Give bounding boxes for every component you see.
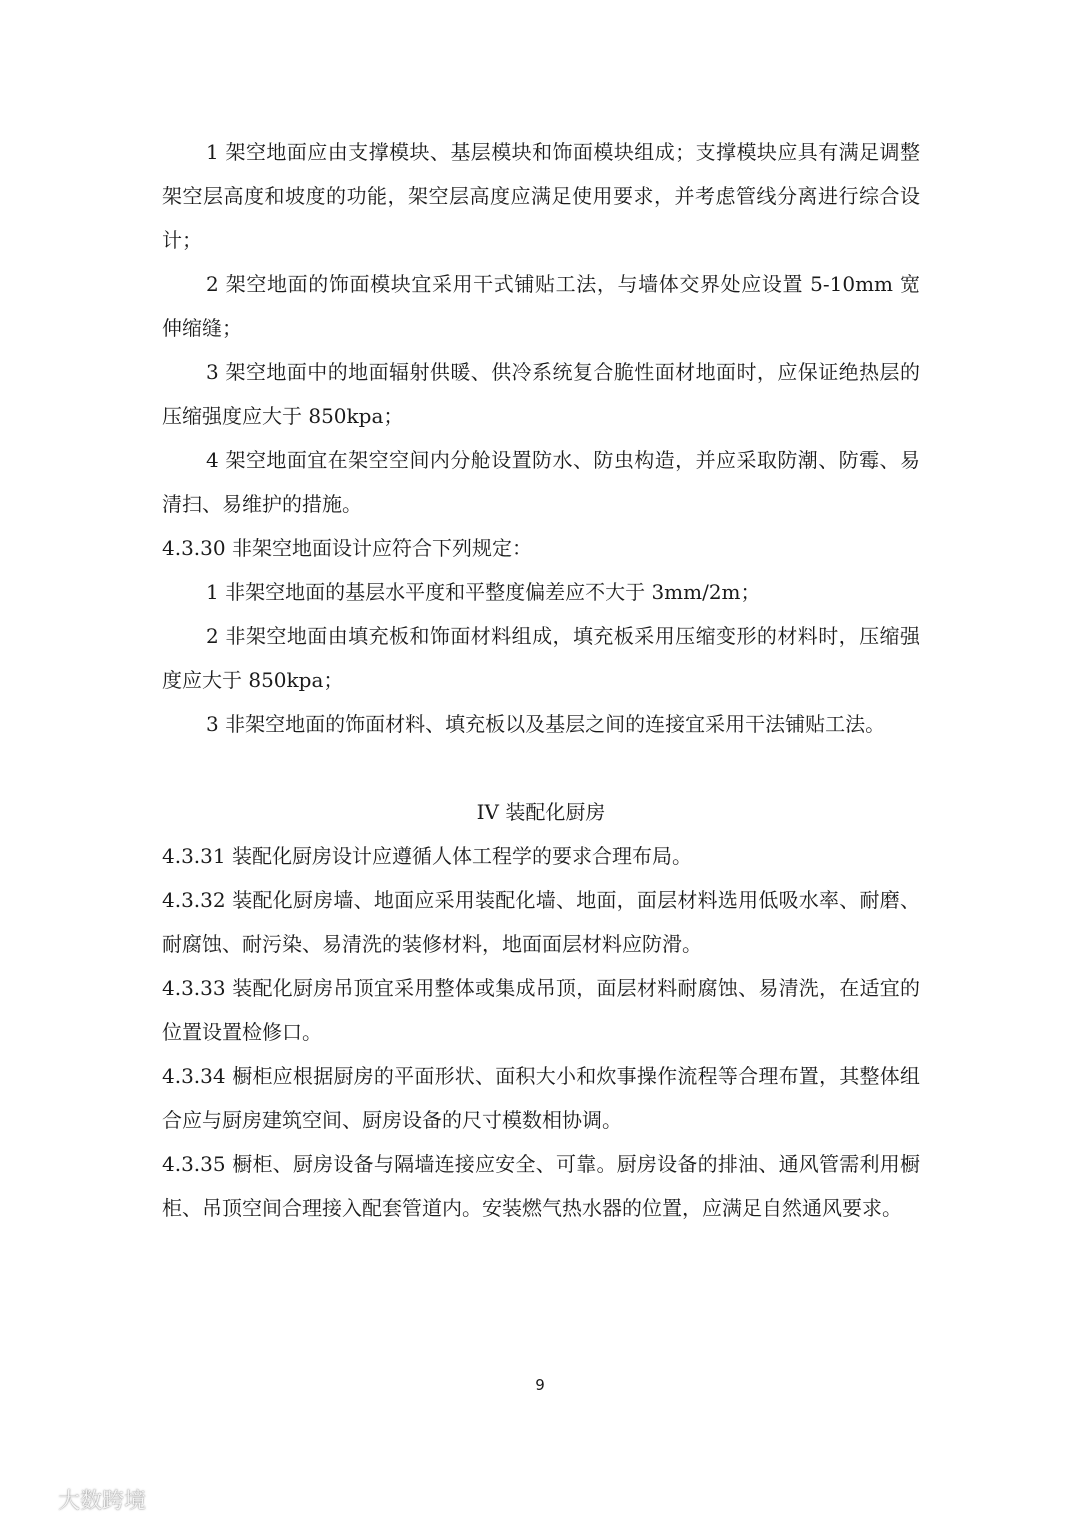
paragraph-item-4: 4 架空地面宜在架空空间内分舱设置防水、防虫构造，并应采取防潮、防霉、易清扫、易维护的措施。 — [162, 448, 920, 516]
watermark-text: 大数跨境 — [58, 1489, 147, 1514]
document-page — [162, 130, 920, 1230]
paragraph-item-1: 1 架空地面应由支撑模块、基层模块和饰面模块组成；支撑模块应具有满足调整架空层高度和坡度的功能，架空层高度应满足使用要求，并考虑管线分离进行综合设计； — [162, 140, 920, 252]
wechat-channel-logo-icon — [10, 1486, 52, 1514]
clause-4-3-35: 4.3.35 橱柜、厨房设备与隔墙连接应安全、可靠。厨房设备的排油、通风管需利用橱柜、吊顶空间合理接入配套管道内。安装燃气热水器的位置，应满足自然通风要求。 — [162, 1152, 920, 1220]
clause-4-3-31: 4.3.31 装配化厨房设计应遵循人体工程学的要求合理布局。 — [162, 844, 692, 868]
clause-4-3-30: 4.3.30 非架空地面设计应符合下列规定： — [162, 536, 532, 560]
paragraph-item-2: 2 架空地面的饰面模块宜采用干式铺贴工法，与墙体交界处应设置 5-10mm 宽伸缩缝； — [162, 272, 920, 340]
paragraph-item-3: 3 架空地面中的地面辐射供暖、供冷系统复合脆性面材地面时，应保证绝热层的压缩强度应大于 850kpa； — [162, 360, 920, 428]
page-number: 9 — [535, 1376, 545, 1394]
clause-4-3-30-item-1: 1 非架空地面的基层水平度和平整度偏差应不大于 3mm/2m； — [206, 580, 761, 604]
section-heading: IV 装配化厨房 — [476, 800, 606, 824]
clause-4-3-33: 4.3.33 装配化厨房吊顶宜采用整体或集成吊顶，面层材料耐腐蚀、易清洗，在适宜的位置设置检修口。 — [162, 976, 920, 1044]
clause-4-3-34: 4.3.34 橱柜应根据厨房的平面形状、面积大小和炊事操作流程等合理布置，其整体组合应与厨房建筑空间、厨房设备的尺寸模数相协调。 — [162, 1064, 920, 1132]
watermark — [10, 1484, 146, 1515]
clause-4-3-32: 4.3.32 装配化厨房墙、地面应采用装配化墙、地面，面层材料选用低吸水率、耐磨、耐腐蚀、耐污染、易清洗的装修材料，地面面层材料应防滑。 — [162, 888, 920, 956]
clause-4-3-30-item-3: 3 非架空地面的饰面材料、填充板以及基层之间的连接宜采用干法铺贴工法。 — [206, 712, 886, 736]
clause-4-3-30-item-2: 2 非架空地面由填充板和饰面材料组成，填充板采用压缩变形的材料时，压缩强度应大于 850kpa； — [162, 624, 920, 692]
